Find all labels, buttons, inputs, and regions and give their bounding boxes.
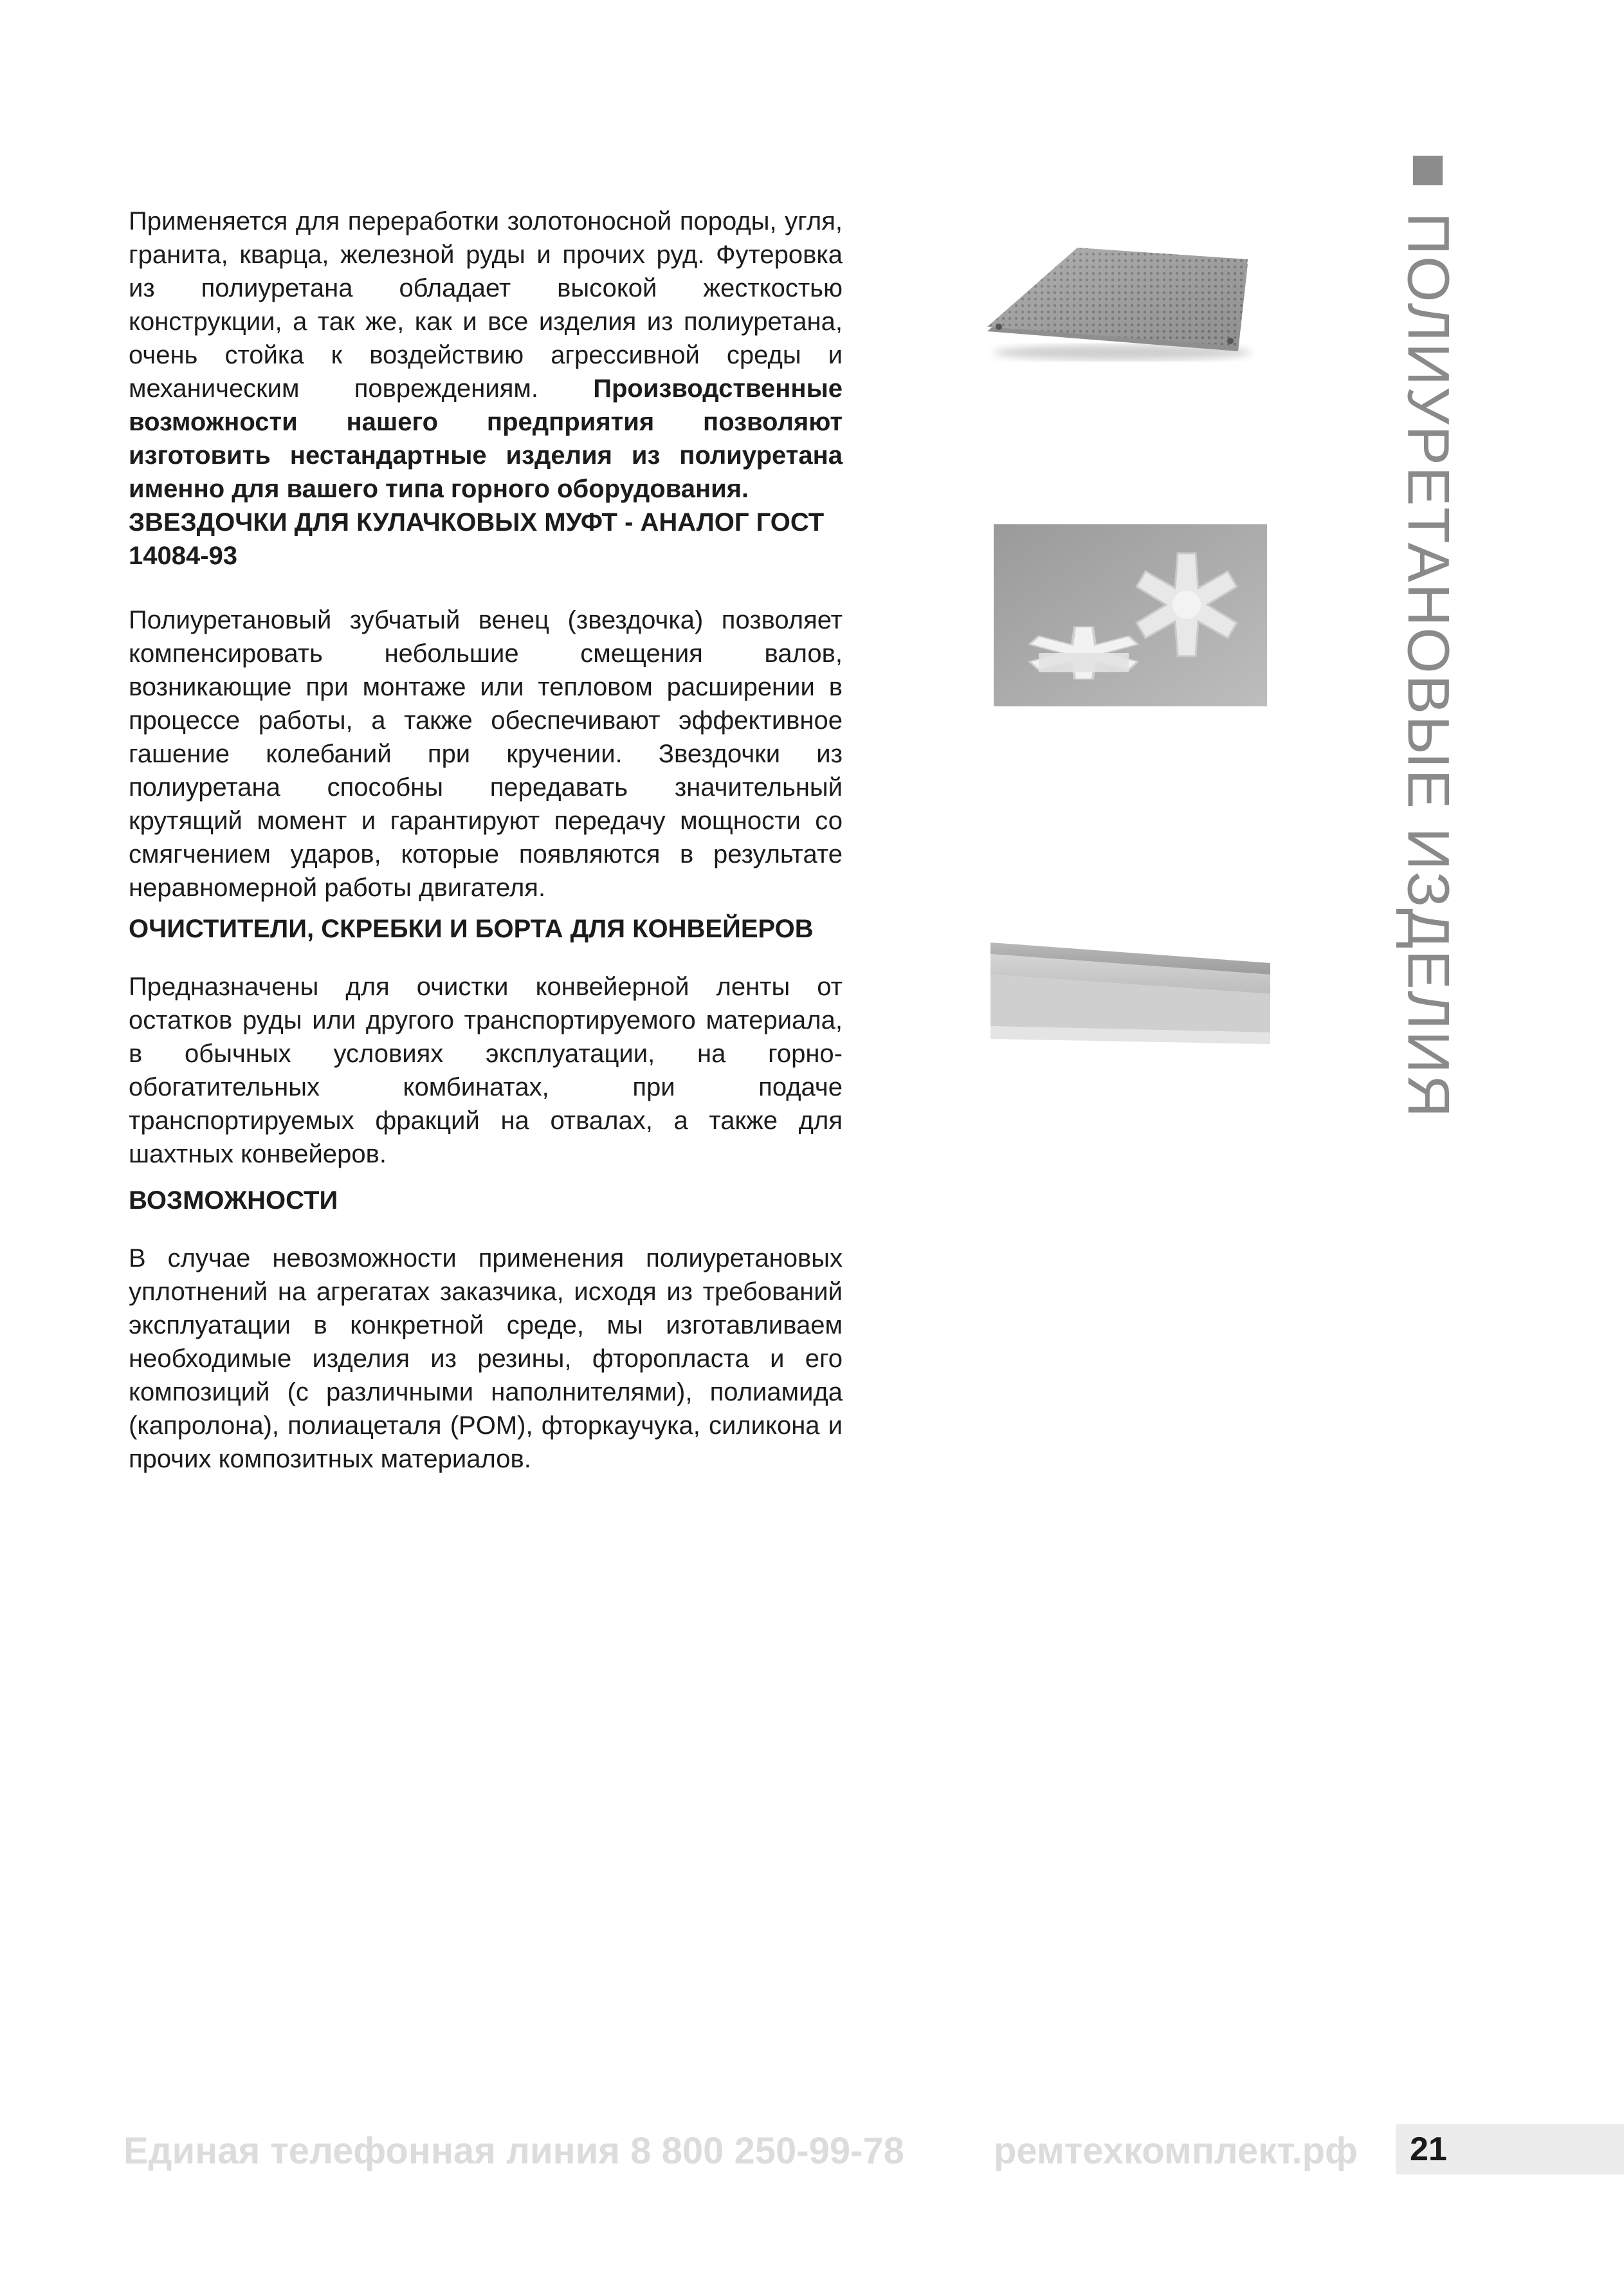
stars-heading: ЗВЕЗДОЧКИ ДЛЯ КУЛАЧКОВЫХ МУФТ - АНАЛОГ ГОСТ 14084-93 xyxy=(129,508,825,570)
options-heading: ВОЗМОЖНОСТИ xyxy=(129,1186,338,1215)
lining-plate-image xyxy=(974,238,1257,367)
side-section-title xyxy=(1376,212,1479,1119)
side-title-text: ПОЛИУРЕТАНОВЫЕ ИЗДЕЛИЯ xyxy=(1395,212,1461,1119)
page-number: 21 xyxy=(1410,2131,1447,2168)
intro-bold-text: Производственные возможности нашего предприятия позволяют изготовить нестандартные изделия из полиуретана именно для вашего типа горного оборудования. xyxy=(129,374,843,503)
intro-paragraph xyxy=(129,205,843,506)
stars-section xyxy=(129,603,843,905)
options-paragraph: В случае невозможности применения полиуретановых уплотнений на агрегатах заказчика, исходя из требований эксплуатации в конкретной среде, мы изготавливаем необходимые изделия из резины, фторопласта и его композиций (с различными наполнителями), полиамида (капролона), полиацеталя (POM), фторкаучука, силикона и прочих композитных материалов. xyxy=(129,1244,843,1473)
footer-phone-line: Единая телефонная линия 8 800 250-99-78 xyxy=(123,2130,904,2172)
cleaners-heading-block xyxy=(129,912,843,946)
coupling-stars-image xyxy=(994,524,1267,706)
intro-text: Применяется для переработки золотоносной породы, угля, гранита, кварца, железной руды и прочих руд. Футеровка из полиуретана обладает высокой жесткостью конструкции, а так же, как и все изделия из полиуретана, очень стойка к воздействию агрессивной среды и механическим повреждениям. xyxy=(129,207,843,403)
options-heading-block xyxy=(129,1184,843,1217)
coupling-stars-photo xyxy=(994,524,1267,706)
section-marker xyxy=(1413,156,1443,185)
conveyor-board-photo xyxy=(987,930,1273,1055)
options-section xyxy=(129,1242,843,1476)
stars-paragraph: Полиуретановый зубчатый венец (звездочка) позволяет компенсировать небольшие смещения валов, возникающие при монтаже или тепловом расширении в процессе работы, а также обеспечивают эффективное гашение колебаний при кручении. Звездочки из полиуретана способны передавать значительный крутящий момент и гарантируют передачу мощности со смягчением ударов, которые появляются в результате неравномерной работы двигателя. xyxy=(129,606,843,902)
intro-section xyxy=(129,205,843,506)
lining-plate-photo xyxy=(974,238,1257,367)
conveyor-board-image xyxy=(987,930,1273,1055)
cleaners-section xyxy=(129,970,843,1171)
stars-heading-block xyxy=(129,506,843,573)
footer-site: ремтехкомплект.рф xyxy=(994,2130,1358,2172)
cleaners-paragraph: Предназначены для очистки конвейерной ленты от остатков руды или другого транспортируемого материала, в обычных условиях эксплуатации, на горно-обогатительных комбинатах, при подаче транспортируемых фракций на отвалах, а также для шахтных конвейеров. xyxy=(129,973,843,1168)
cleaners-heading: ОЧИСТИТЕЛИ, СКРЕБКИ И БОРТА ДЛЯ КОНВЕЙЕРОВ xyxy=(129,915,814,943)
